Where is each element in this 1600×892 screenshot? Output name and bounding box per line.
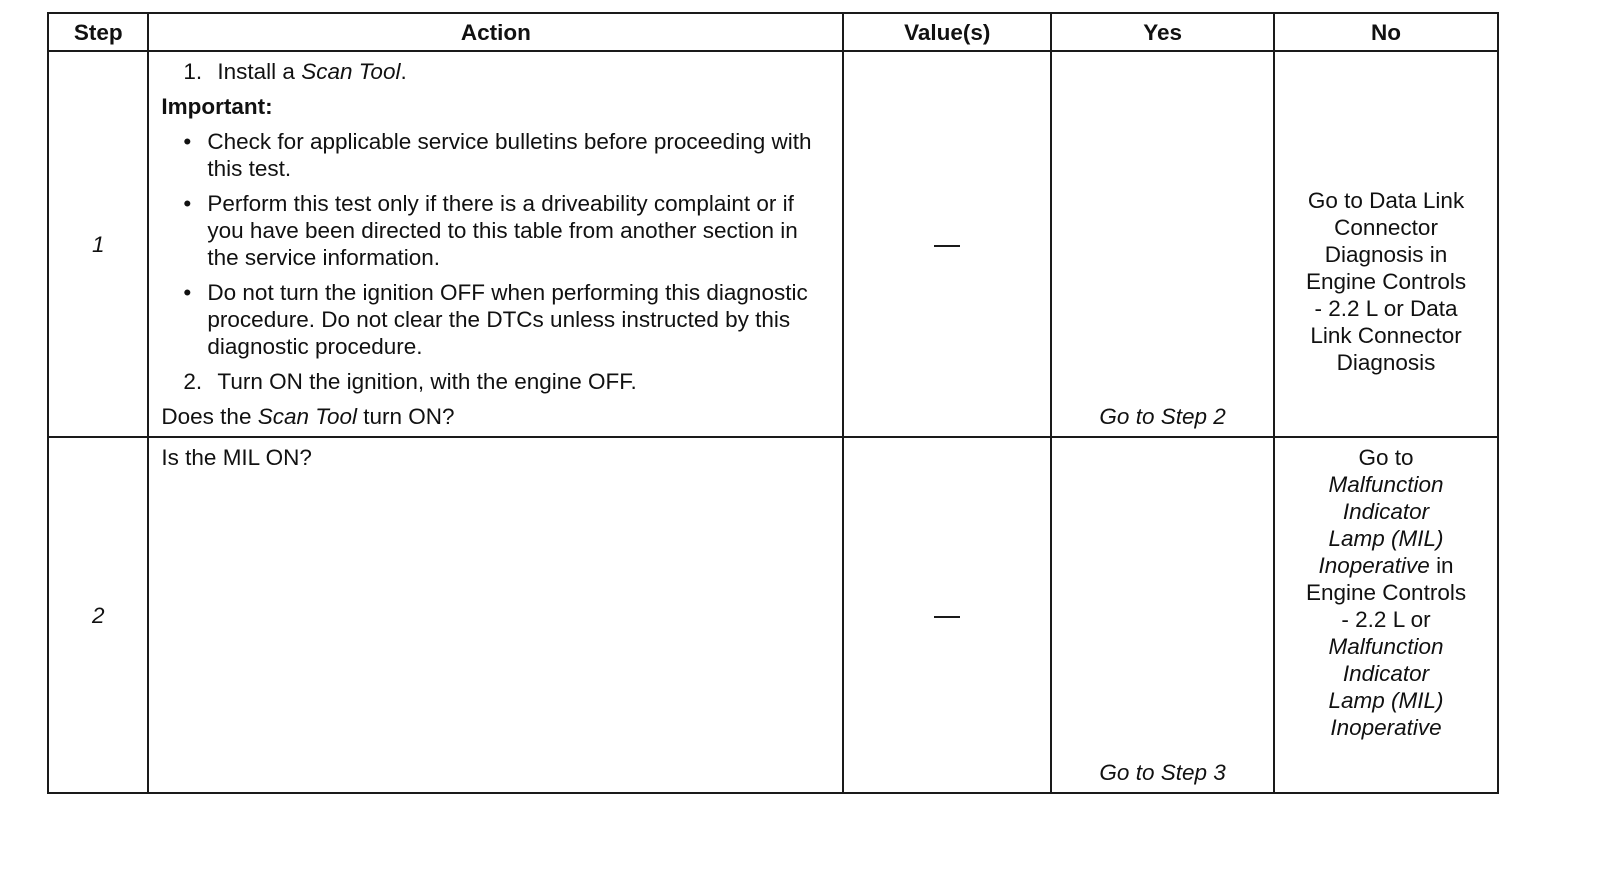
bullet-icon: • <box>183 191 192 216</box>
bullet-text: Check for applicable service bulletins before proceeding with this test. <box>207 129 812 181</box>
action-question <box>161 403 832 430</box>
action-cell <box>148 51 843 437</box>
bullet-text: Perform this test only if there is a driveability complaint or if you have been directed to this table from another section in the service information. <box>207 191 798 270</box>
no-link-line[interactable]: Inoperative <box>1318 553 1430 578</box>
diagnostic-table <box>47 12 1499 794</box>
dash-icon <box>934 245 960 247</box>
no-line: Engine Controls <box>1305 580 1467 605</box>
list-number: 2. <box>183 369 203 394</box>
action-step-ignition <box>161 368 832 395</box>
question-suffix: turn ON? <box>363 404 455 429</box>
no-link-line[interactable]: Indicator <box>1342 661 1430 686</box>
no-link-line[interactable]: Indicator <box>1342 499 1430 524</box>
action-cell <box>148 437 843 793</box>
table-row <box>48 51 1498 437</box>
scan-tool-term: Scan Tool <box>257 404 357 429</box>
no-line: Go to <box>1358 445 1414 470</box>
scan-tool-term: Scan Tool <box>301 59 401 84</box>
important-label: Important: <box>161 94 273 119</box>
step-number: 2 <box>48 437 148 793</box>
header-step: Step <box>48 13 148 51</box>
no-line: Diagnosis in <box>1324 242 1448 267</box>
ignition-text: Turn ON the ignition, with the engine OFF. <box>217 369 637 394</box>
no-line: - 2.2 L or Data <box>1314 296 1458 321</box>
no-link-line[interactable]: Inoperative <box>1330 715 1442 740</box>
install-suffix: . <box>400 59 407 84</box>
no-cell <box>1274 51 1498 437</box>
step-number: 1 <box>48 51 148 437</box>
bullet-item <box>161 279 832 360</box>
header-yes: Yes <box>1051 13 1274 51</box>
yes-cell[interactable]: Go to Step 2 <box>1051 51 1274 437</box>
no-link-line[interactable]: Lamp (MIL) <box>1328 688 1444 713</box>
list-number: 1. <box>183 59 203 84</box>
action-step-install <box>161 58 832 85</box>
no-line: Engine Controls <box>1305 269 1467 294</box>
value-cell <box>843 437 1051 793</box>
no-link-line[interactable]: Lamp (MIL) <box>1328 526 1444 551</box>
no-instruction[interactable] <box>1283 58 1489 376</box>
header-values: Value(s) <box>843 13 1051 51</box>
table-header-row <box>48 13 1498 51</box>
no-instruction[interactable] <box>1283 444 1489 741</box>
install-prefix: Install a <box>217 59 295 84</box>
no-line: Diagnosis <box>1336 350 1436 375</box>
bullet-item <box>161 190 832 271</box>
no-line: in <box>1436 553 1454 578</box>
no-line: Connector <box>1334 215 1438 240</box>
bullet-text: Do not turn the ignition OFF when performing this diagnostic procedure. Do not clear the DTCs unless instructed by this diagnostic procedure. <box>207 280 808 359</box>
table-row <box>48 437 1498 793</box>
dash-icon <box>934 616 960 618</box>
action-question: Is the MIL ON? <box>161 445 312 470</box>
value-cell <box>843 51 1051 437</box>
no-line: - 2.2 L or <box>1341 607 1431 632</box>
question-prefix: Does the <box>161 404 252 429</box>
no-line: Go to Data Link <box>1307 188 1465 213</box>
no-link-line[interactable]: Malfunction <box>1328 634 1444 659</box>
header-action: Action <box>148 13 843 51</box>
bullet-item <box>161 128 832 182</box>
no-line: Link Connector <box>1310 323 1462 348</box>
yes-cell[interactable]: Go to Step 3 <box>1051 437 1274 793</box>
header-no: No <box>1274 13 1498 51</box>
no-cell <box>1274 437 1498 793</box>
bullet-icon: • <box>183 129 192 154</box>
no-link-line[interactable]: Malfunction <box>1328 472 1444 497</box>
bullet-icon: • <box>183 280 192 305</box>
